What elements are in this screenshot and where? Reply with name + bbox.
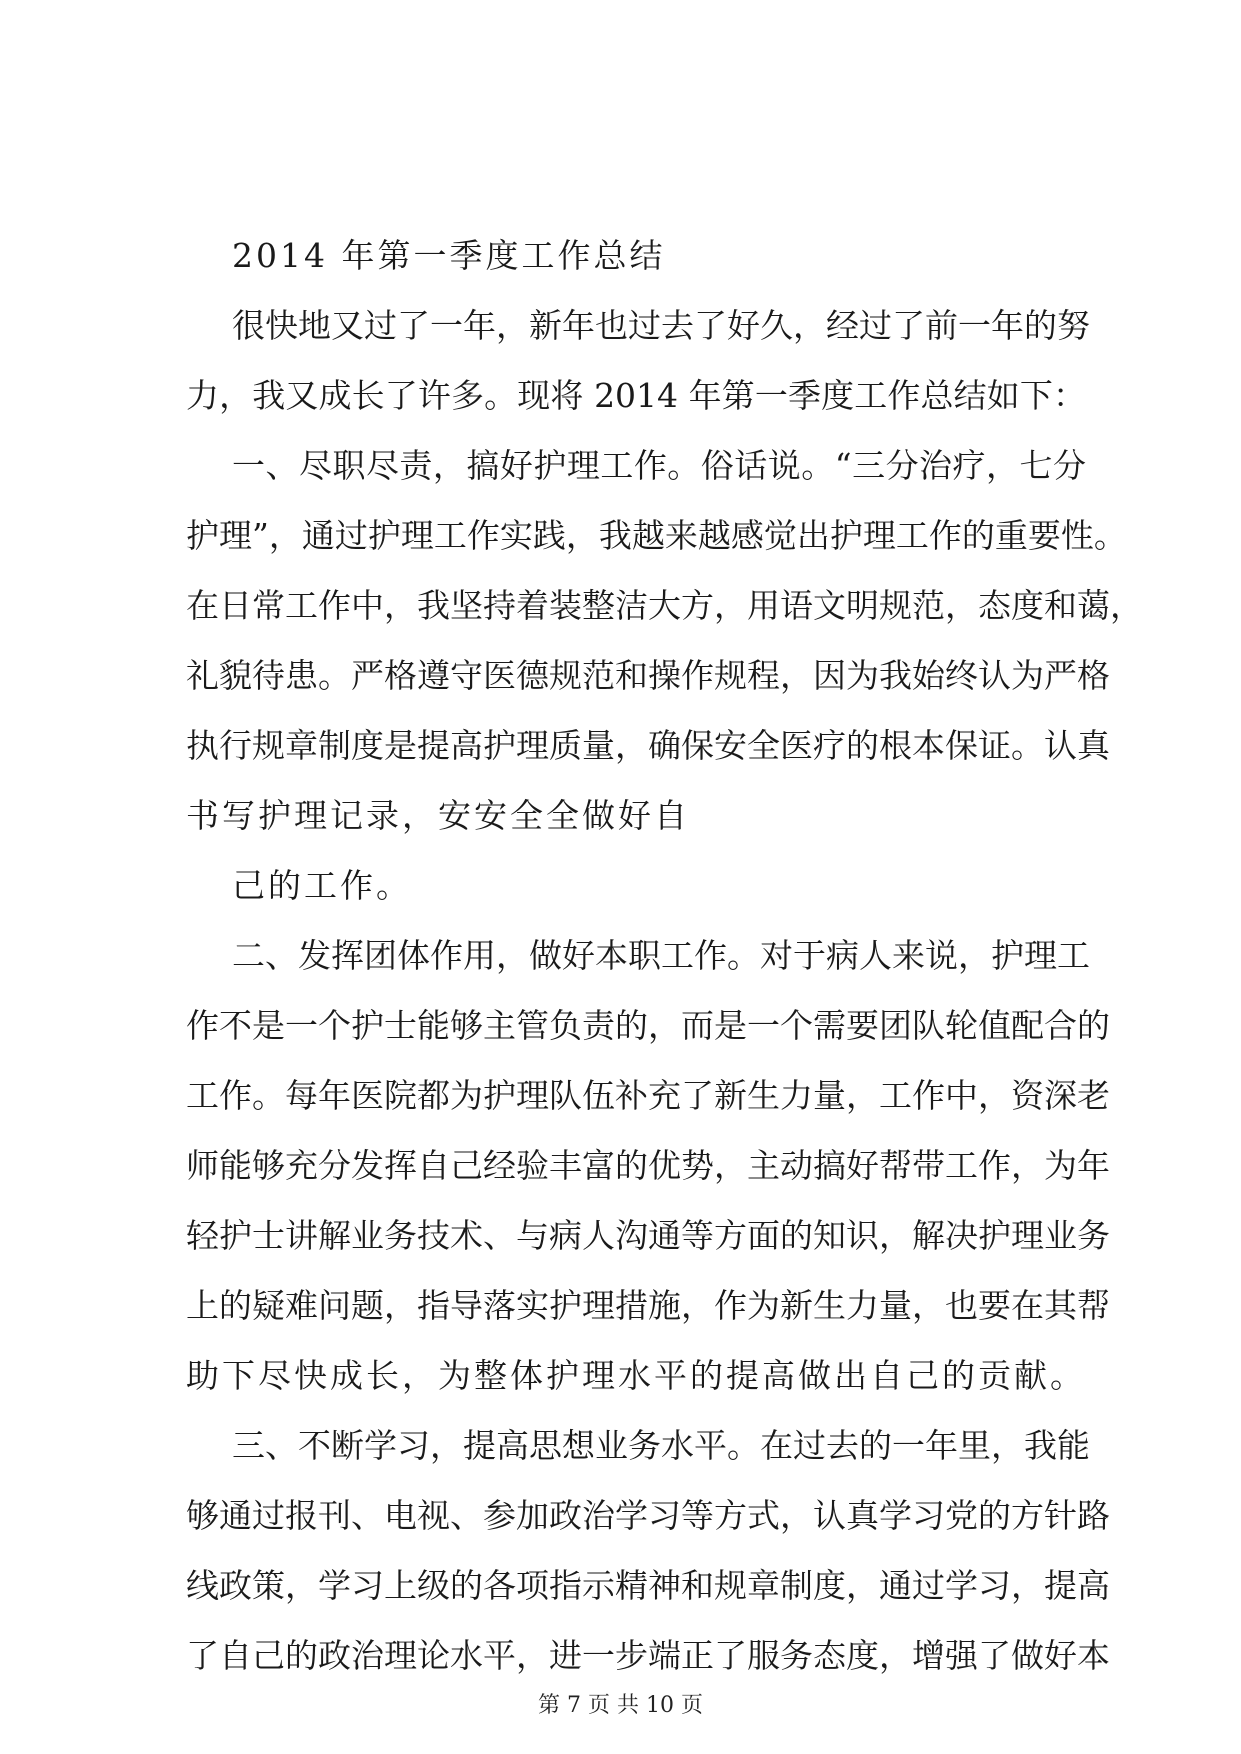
paragraph-line: 作不是一个护士能够主管负责的，而是一个需要团队轮值配合的 [186, 1006, 1110, 1045]
paragraph-line: 执行规章制度是提高护理质量，确保安全医疗的根本保证。认真 [186, 726, 1110, 765]
paragraph-line: 礼貌待患。严格遵守医德规范和操作规程，因为我始终认为严格 [186, 656, 1110, 695]
paragraph-line: 很快地又过了一年，新年也过去了好久，经过了前一年的努 [232, 306, 1090, 345]
paragraph-line: 够通过报刊、电视、参加政治学习等方式，认真学习党的方针路 [186, 1496, 1110, 1535]
paragraph-line: 师能够充分发挥自己经验丰富的优势，主动搞好帮带工作，为年 [186, 1146, 1110, 1185]
paragraph-line: 力，我又成长了许多。现将 2014 年第一季度工作总结如下： [186, 376, 1086, 415]
paragraph-line: 了自己的政治理论水平，进一步端正了服务态度，增强了做好本 [186, 1636, 1110, 1675]
paragraph-line: 二、发挥团体作用，做好本职工作。对于病人来说，护理工 [232, 936, 1090, 975]
paragraph-line: 己的工作。 [232, 866, 412, 905]
paragraph-line: 在日常工作中，我坚持着装整洁大方，用语文明规范，态度和蔼， [186, 586, 1143, 625]
page-number-footer: 第 7 页 共 10 页 [538, 1693, 703, 1718]
paragraph-line: 三、不断学习，提高思想业务水平。在过去的一年里，我能 [232, 1426, 1090, 1465]
paragraph-line: 工作。每年医院都为护理队伍补充了新生力量，工作中，资深老 [186, 1076, 1110, 1115]
paragraph-line: 轻护士讲解业务技术、与病人沟通等方面的知识，解决护理业务 [186, 1216, 1110, 1255]
paragraph-line: 书写护理记录，安安全全做好自 [186, 796, 690, 835]
paragraph-line: 上的疑难问题，指导落实护理措施，作为新生力量，也要在其帮 [186, 1286, 1110, 1325]
document-title: 2014 年第一季度工作总结 [232, 236, 666, 275]
paragraph-line: 线政策，学习上级的各项指示精神和规章制度，通过学习，提高 [186, 1566, 1110, 1605]
paragraph-line: 一、尽职尽责，搞好护理工作。俗话说。“三分治疗，七分 [232, 446, 1086, 485]
paragraph-line: 助下尽快成长，为整体护理水平的提高做出自己的贡献。 [186, 1356, 1086, 1395]
paragraph-line: 护理”，通过护理工作实践，我越来越感觉出护理工作的重要性。 [186, 516, 1127, 555]
